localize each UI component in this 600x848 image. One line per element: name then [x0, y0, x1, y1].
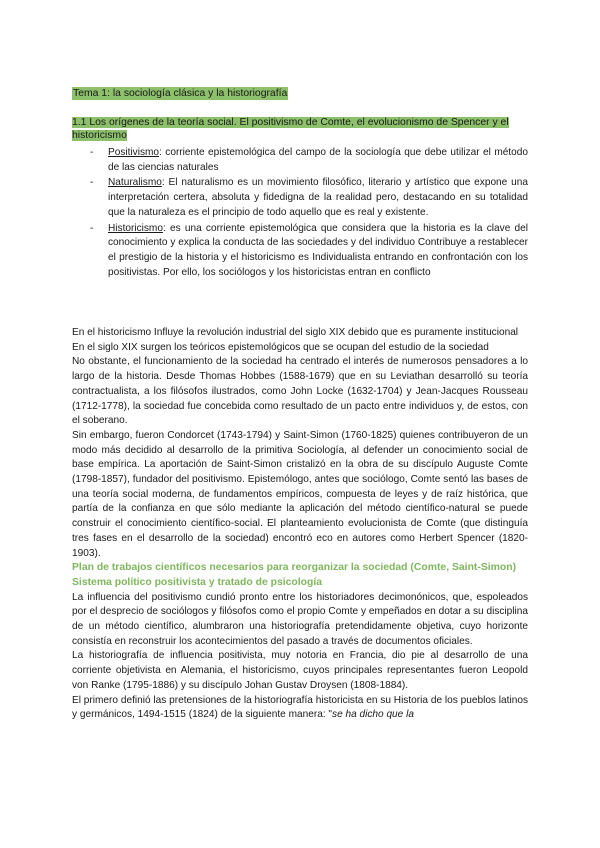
bullet-dash: -	[90, 222, 94, 234]
bullet-dash: -	[90, 147, 94, 158]
paragraph-text: El primero definió las pretensiones de la historiografía historicista en su Historia de los pueblos latinos y germánicos, 1494-1515 (1824) de la siguiente manera: "	[72, 694, 528, 721]
page-title: Tema 1: la sociología clásica y la historiografía	[73, 88, 288, 99]
definitions-list	[90, 146, 528, 281]
definition-text: : El naturalismo es un movimiento filosófico, literario y artístico que expone una interpretación certera, absoluta y fidedigna de la realidad pero, destacando en su totalidad que la naturaleza es el principio de todo aquello que es real y existente.	[108, 177, 528, 218]
paragraph: En el historicismo Influye la revolución industrial del siglo XIX debido que es puramente institucional	[72, 327, 519, 338]
term-positivismo: Positivismo	[108, 147, 160, 158]
paragraph: La influencia del positivismo cundió pronto entre los historiadores decimonónicos, que, espoleados por el desprecio de sociólogos y filósofos como el propio Comte y empeñados en dotar a su disciplina de un método científico, alumbraron una historiografía pretendidamente objetiva, cuyo horizonte consistía en reconstruir los acontecimientos del pasado a través de documentos oficiales.	[72, 591, 528, 647]
green-heading: Sistema político positivista y tratado de psicología	[72, 576, 323, 588]
body-text	[72, 326, 528, 723]
green-heading: Plan de trabajos científicos necesarios para reorganizar la sociedad (Comte, Saint-Simon)	[72, 562, 517, 574]
paragraph: No obstante, el funcionamiento de la sociedad ha centrado el interés de numerosos pensadores a lo largo de la historia. Desde Thomas Hobbes (1588-1679) que en su Leviathan desarrolló su teoría contractualista, a los filósofos ilustrados, como John Locke (1632-1704) y Jean-Jacques Rousseau (1712-1778), la sociedad fue concebida como resultado de un pacto entre individuos y, de estos, con el soberano.	[72, 356, 528, 427]
paragraph: La historiografía de influencia positivista, muy notoria en Francia, dio pie al desarrollo de una corriente objetivista en Alemania, el historicismo, cuyos principales representantes fueron Leopold von Ranke (1795-1886) y su discípulo Johan Gustav Droysen (1808-1884).	[72, 650, 528, 691]
definition-text: : es una corriente epistemológica que considera que la historia es la clave del conocimiento y explica la conducta de las sociedades y del individuo Contribuye a restablecer el prestigio de la historia y el historicismo es Individualista entrando en confrontación con los positivistas. Por ello, los sociólogos y los historicistas entran en conflicto	[108, 222, 528, 278]
list-item	[90, 146, 528, 175]
section-heading-text: 1.1 Los orígenes de la teoría social. El positivismo de Comte, el evolucionismo de Spencer y el historicismo	[72, 117, 509, 141]
quote-text: se ha dicho que la	[332, 709, 414, 721]
paragraph: En el siglo XIX surgen los teóricos epistemológicos que se ocupan del estudio de la sociedad	[72, 341, 489, 353]
term-naturalismo: Naturalismo	[108, 177, 162, 189]
list-item	[90, 222, 528, 281]
section-heading	[72, 117, 528, 142]
paragraph: Sin embargo, fueron Condorcet (1743-1794) y Saint-Simon (1760-1825) quienes contribuyeron de un modo más decidido al desarrollo de la primitiva Sociología, al defender un conocimiento social de base empírica. La aportación de Saint-Simon cristalizó en la obra de su discípulo Auguste Comte (1798-1857), fundador del positivismo. Epistemólogo, antes que sociólogo, Comte sentó las bases de una teoría social moderna, de fundamentos empíricos, compuesta de leyes y de raíz histórica, que partía de la confianza en que sólo mediante la aplicación del método científico-natural se puede construir el conocimiento científico-social. El planteamiento evolucionista de Comte (que distinguía tres fases en el desarrollo de la sociedad) encontró eco en autores como Herbert Spencer (1820-1903).	[72, 429, 528, 559]
term-historicismo: Historicismo	[108, 222, 163, 234]
list-item	[90, 176, 528, 220]
bullet-dash: -	[90, 177, 94, 189]
definition-text: : corriente epistemológica del campo de la sociología que debe utilizar el método de las ciencias naturales	[108, 147, 528, 173]
paragraph	[72, 694, 528, 723]
